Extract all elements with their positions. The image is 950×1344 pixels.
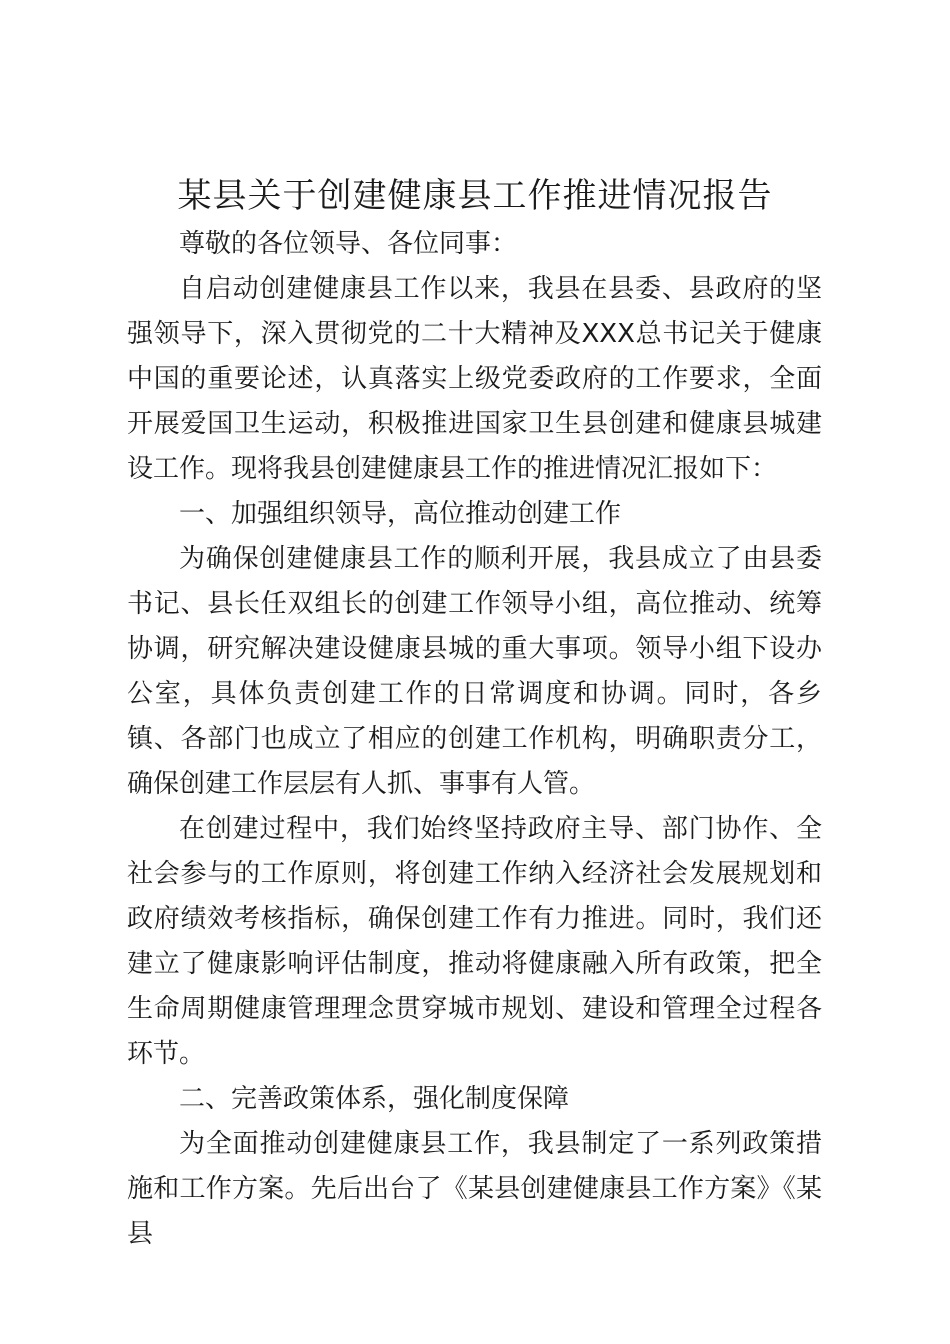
document-title: 某县关于创建健康县工作推进情况报告 [177,176,773,216]
paragraph-intro: 自启动创建健康县工作以来，我县在县委、县政府的坚强领导下，深入贯彻党的二十大精神及XXX总书记关于健康中国的重要论述，认真落实上级党委政府的工作要求，全面开展爱国卫生运动，积极推进国家卫生县创建和健康县城建设工作。现将我县创建健康县工作的推进情况汇报如下： [127,274,822,484]
section-heading-2: 二、完善政策体系，强化制度保障 [179,1084,570,1114]
document-body [127,222,822,1257]
paragraph-3: 为全面推动创建健康县工作，我县制定了一系列政策措施和工作方案。先后出台了《某县创建健康县工作方案》《某县 [127,1129,822,1249]
paragraph-2: 在创建过程中，我们始终坚持政府主导、部门协作、全社会参与的工作原则，将创建工作纳入经济社会发展规划和政府绩效考核指标，确保创建工作有力推进。同时，我们还建立了健康影响评估制度，推动将健康融入所有政策，把全生命周期健康管理理念贯穿城市规划、建设和管理全过程各环节。 [127,814,822,1069]
paragraph-1: 为确保创建健康县工作的顺利开展，我县成立了由县委书记、县长任双组长的创建工作领导小组，高位推动、统筹协调，研究解决建设健康县城的重大事项。领导小组下设办公室，具体负责创建工作的日常调度和协调。同时，各乡镇、各部门也成立了相应的创建工作机构，明确职责分工，确保创建工作层层有人抓、事事有人管。 [127,544,822,799]
salutation: 尊敬的各位领导、各位同事： [179,229,518,259]
section-heading-1: 一、加强组织领导，高位推动创建工作 [179,499,622,529]
